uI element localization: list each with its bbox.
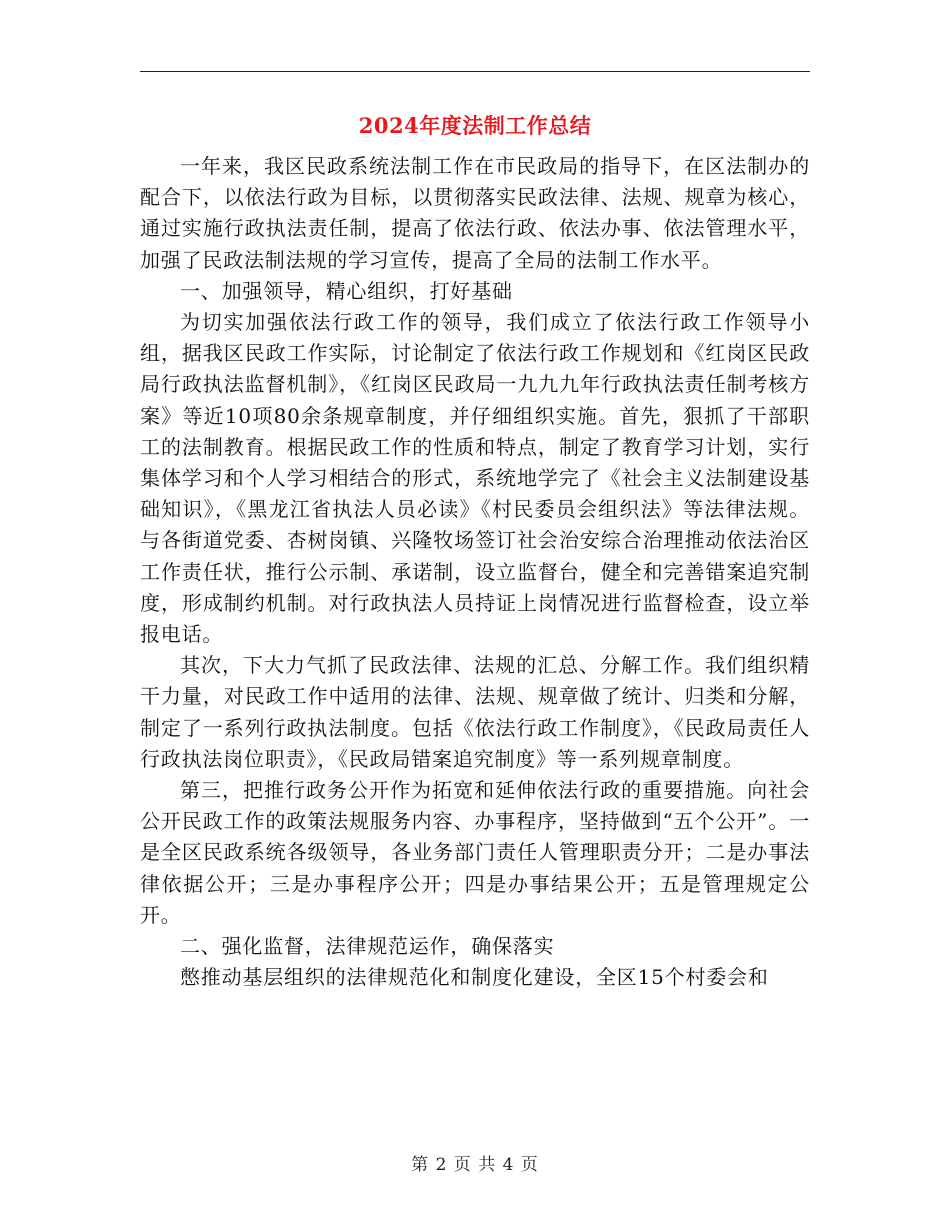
page-number-footer: 第 2 页 共 4 页 <box>411 1155 539 1175</box>
document-body <box>140 151 810 993</box>
paragraph-leadership: 为切实加强依法行政工作的领导，我们成立了依法行政工作领导小组，据我区民政工作实际，讨论制定了依法行政工作规划和《红岗区民政局行政执法监督机制》，《红岗区民政局一九九九年行政执法责任制考核方案》等近10项80余条规章制度，并仔细组织实施。首先，狠抓了干部职工的法制教育。根据民政工作的性质和特点，制定了教育学习计划，实行集体学习和个人学习相结合的形式，系统地学完了《社会主义法制建设基础知识》，《黑龙江省执法人员必读》《村民委员会组织法》等法律法规。与各街道党委、杏树岗镇、兴隆牧场签订社会治安综合治理推动依法治区工作责任状，推行公示制、承诺制，设立监督台，健全和完善错案追究制度，形成制约机制。对行政执法人员持证上岗情况进行监督检查，设立举报电话。 <box>140 310 810 647</box>
paragraph-intro: 一年来，我区民政系统法制工作在市民政局的指导下，在区法制办的配合下，以依法行政为目标，以贯彻落实民政法律、法规、规章为核心，通过实施行政执法责任制，提高了依法行政、依法办事、依法管理水平，加强了民政法制法规的学习宣传，提高了全局的法制工作水平。 <box>140 154 810 272</box>
section-heading-2: 二、强化监督，法律规范运作，确保落实 <box>180 934 555 959</box>
document-title: 2024年度法制工作总结 <box>358 113 592 138</box>
header-rule <box>140 71 810 72</box>
section-heading-1: 一、加强领导，精心组织，打好基础 <box>180 278 513 303</box>
paragraph-grassroots: 憋推动基层组织的法律规范化和制度化建设，全区15个村委会和 <box>180 965 769 990</box>
paragraph-disclosure: 第三，把推行政务公开作为拓宽和延伸依法行政的重要措施。向社会公开民政工作的政策法规服务内容、办事程序，坚持做到“五个公开”。一是全区民政系统各级领导，各业务部门责任人管理职责分开；二是办事法律依据公开；三是办事程序公开；四是办事结果公开；五是管理规定公开。 <box>140 778 810 927</box>
paragraph-regulations: 其次，下大力气抓了民政法律、法规的汇总、分解工作。我们组织精干力量，对民政工作中适用的法律、法规、规章做了统计、归类和分解，制定了一系列行政执法制度。包括《依法行政工作制度》，《民政局责任人行政执法岗位职责》，《民政局错案追究制度》等一系列规章制度。 <box>140 653 810 771</box>
